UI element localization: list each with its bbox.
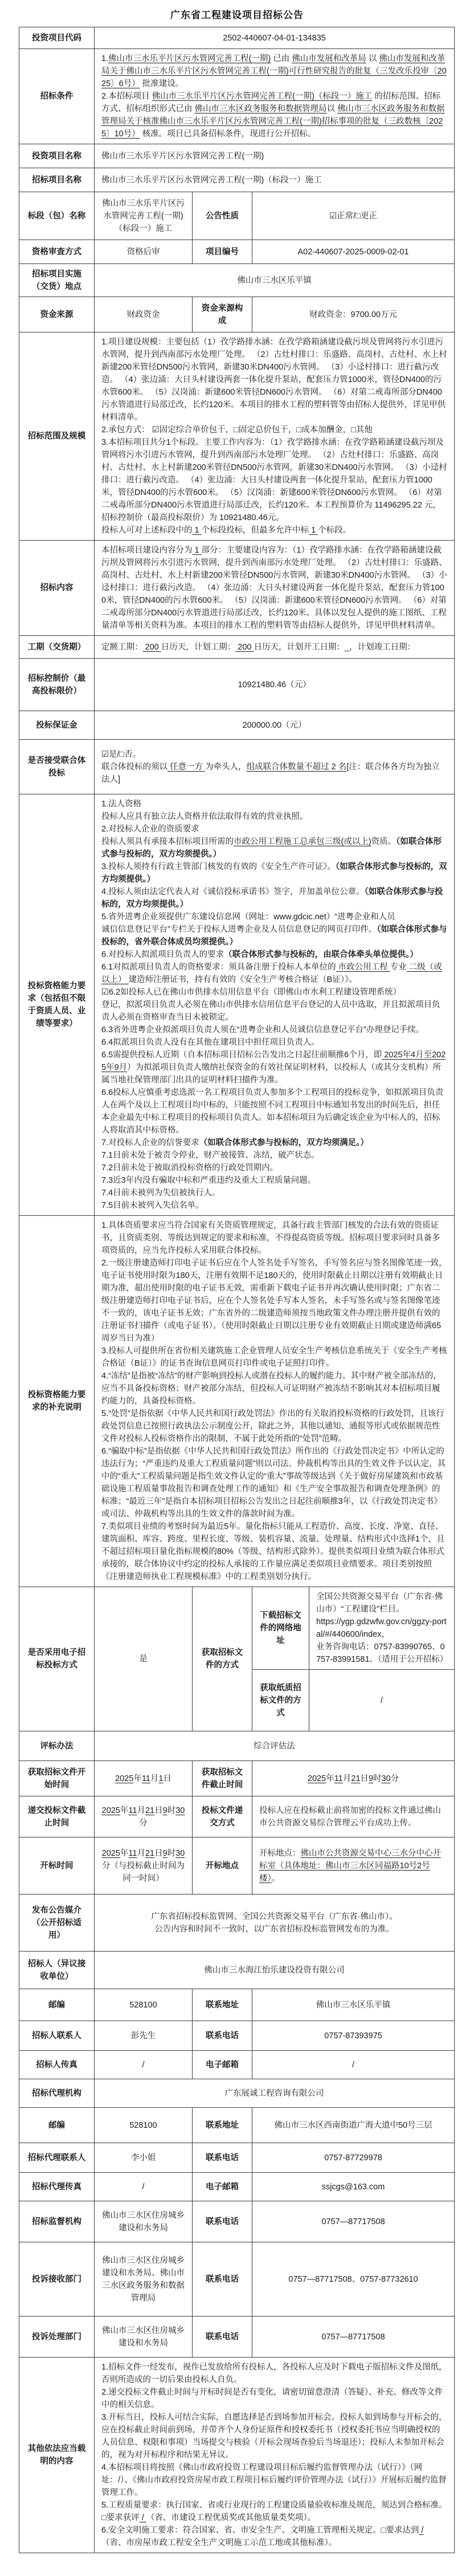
- complaint-handling-phone-value: 0757—87717508: [252, 2317, 455, 2358]
- investment-name-value: 佛山市三水乐平片区污水管网完善工程(一期): [95, 144, 455, 168]
- tenderer-fax-label: 招标人传真: [19, 2051, 95, 2079]
- agency-address-value: 佛山市三水区西南街道广海大道中50号三层: [252, 2108, 455, 2143]
- tenderer-address-label: 联系地址: [193, 1989, 252, 2021]
- qualification-supp-text: 1.具体资质要求应当符合国家有关资质管理规定，具备行政主管部门核发的合法有效的资质证书，且资质类别、等级达到规定的要求和标准，不得提高资质等级。招标项目要求同时具备多项资质的，应当允许投标人采用联合体投标。 2.一级注册建造师打印电子证书后应在个人签名处手写签名，手写签名应与签名图像笔迹一致，电子证书使用时限为180天，注册有效期不足180天的，使用时限截止日期以注册有效期截止日期为准，超出使用时限的电子证书无效，需重新下载电子证书并再次确认使用时限；广东省二级注册建造师打印电子证书后，应在个人签名处手写本人签名，未手写签名或与签名图像笔迹不一致的，该电子证书无效；广东省外的二级建造师须按当地政策文件办理注册并提供有效的注册证书扫描件（或电子证书）。（使用时限截止日期以注册专业有效期截止日期或建造师满65周岁当日为准） 3.投标人可提供所在省份相关建筑施工企业管理人员安全生产考核信息系统关于《安全生产考核合格证（B证）》的证书查询信息网页打印件或电子证照打印件。 4.“冻结”是指被“冻结”的财产影响到投标人或潜在投标人的履约能力。其中财产被全部冻结的，应当不具备投标资格；财产被部分冻结，但投标人可证明财产被冻结不影响其对本招标项目履约能力的，具备投标资格。 5.“处罚”是指依据《中华人民共和国行政处罚法》作出的有关取消投标资格的行政处罚，且该行政处罚信息已按照行政执法公示制度公开，除此之外，其他以通知、通报等形式或依据规范性文件对投标人投标资格作出的限制，不属于此处所指的“处罚”范畴。 6.“骗取中标”是指依据《中华人民共和国行政处罚法》所作出的《行政处罚决定书》中所认定的违法行为；“严重违约及重大工程质量问题”则以司法、仲裁机构等出具的生效文件予以认定，其中的“重大”工程质量问题是指生效文件认定的“重大”事故等级达到《关于做好房屋建筑和市政基础设施工程质量事故报告和调查处理工作的通知》和《生产安全事故报告和调查处理条例》的标准；“最近三年”是指自本招标项目招标公告发出之日起往前顺推3年，以《行政处罚决定书》或司法、仲裁机构等出具的生效文件的落款时间为准。 7.类似项目业绩的考察时间为最近5年。量化指标只能从工程造价、高度、长度、净宽、直径、建筑面积、库容、跨度、里程长度、等级、装机容量、流量、处理量、结构形式中选择1个，且不超过招标项目量化指标规模的80%（等级、结构形式除外）。提供类似项目业绩为联合体形式承接的，联合体协议中约定的投标人承接的工作量应满足类似项目业绩要求。项目类别按照《注册建造师执业工程规模标准》中的工程类别划分执行。: [95, 1216, 455, 1587]
- notice-nature-label: 公告性质: [193, 192, 252, 240]
- joint-venture-text: ☑是/□否。 联合体投标的须以 任意一方 为牵头人，组成联合体数量不超过 2 名[注：联合体各方均为独立法人]: [95, 740, 455, 794]
- table-row: [19, 1989, 455, 2021]
- duration-label: 工期（交货期）: [19, 636, 95, 659]
- delivery-place-value: 佛山市三水区乐平镇: [95, 264, 455, 297]
- evaluation-method-value: 综合评估法: [95, 1731, 455, 1761]
- funding-composition-label: 资金来源构成: [193, 297, 252, 332]
- complaint-receiving-phone-label: 联系电话: [193, 2242, 252, 2317]
- complaint-handling-phone-label: 联系电话: [193, 2317, 252, 2358]
- supervisor-phone-value: 0757—87717508: [252, 2201, 455, 2242]
- tenderer-phone-value: 0757-87393975: [252, 2021, 455, 2051]
- investment-code-value: 2502-440607-04-01-134835: [95, 27, 455, 49]
- table-row: [19, 332, 455, 541]
- submission-method-value: 投标人应在投标截止前将加密的投标文件通过佛山市公共资源交易综合管理云平台成功上传。: [252, 1796, 455, 1837]
- announcement-media-label: 发布公告媒介（公开招标适用）: [19, 1895, 95, 1952]
- tenderer-value: 佛山市三水海江怡乐建设投资有限公司: [95, 1952, 455, 1989]
- table-row: [19, 1731, 455, 1761]
- announcement-media-value: 广东省招标投标监管网、全国公共资源交易平台（广东省·佛山市）。 公告内容和时间不一致时，以广东省招标投标监管网发布的为准。: [95, 1895, 455, 1952]
- agency-label: 招标代理机构: [19, 2079, 95, 2108]
- agency-phone-value: 0757-87729978: [252, 2143, 455, 2173]
- tenderer-contact-value: 彭先生: [95, 2021, 193, 2051]
- supervisor-label: 招标监督机构: [19, 2201, 95, 2242]
- investment-name-label: 投资项目名称: [19, 144, 95, 168]
- section-name-label: 标段（包）名称: [19, 192, 95, 240]
- table-row: [19, 794, 455, 1216]
- table-row: [19, 2242, 455, 2317]
- table-row: [19, 541, 455, 636]
- scope-text: 1.项目建设规模：主要包括（1）孜学路排水涵：在孜学路箱涵建设截污坝及管网将污水引进污水管网，提升到西南部污水处理厂处理。 （2）古灶村排口：乐盛路、高岗村、古灶村、水上村新建200米管径DN500污水管网，新建30米DN400污水管网。 （3）小迳村排口：进行截污改造。 （4）张边涌：大日头村建设两套一体化提升泵站，配套压力管1000米，管径DN400的污水管600米。 （5）汉岗涌：新建600米管径DN600污水管网。 （6）对第二戒毒所部分DN400污水管道进行局部迁改，长约120米。本项目的排水工程的塑料管等由招标人提供外，详见甲供材料清单。 2.承包方式： ☑固定综合单价包干，□固定总价包干，□成本加酬金，□其他 3.本招标项目共分1个标段。主要工作内容为：（1）孜学路排水涵：在孜学路箱涵建设截污坝及管网将污水引进污水管网，提升到西南部污水处理厂处理。 （2）古灶村排口：乐盛路、高岗村、古灶村、水上村新建200米管径DN500污水管网，新建30米DN400污水管网。 （3）小迳村排口：进行截污改造。 （4）张边涌：大日头村建设两套一体化提升泵站，配套压力管1000米，管径DN400的污水管600米。 （5）汉岗涌：新建600米管径DN600污水管网。 （6）对第二戒毒所部分DN400污水管道进行局部迁改，长约120米。本工程预算价为 11496295.22 元，招标控制价（最高投标限价）为 10921480.46元。 投标人可对上述标段中的 1 个标段投标，但最多允许中标 1 个标段。: [95, 332, 455, 541]
- complaint-receiving-value: 佛山市三水区住房城乡建设和水务局、佛山市三水区政务服务和数据管理局: [95, 2242, 193, 2317]
- table-row: [19, 2021, 455, 2051]
- table-row: [19, 2201, 455, 2242]
- bid-deposit-label: 投标保证金: [19, 711, 95, 740]
- complaint-handling-value: 佛山市三水区住房城乡建设和水务局: [95, 2317, 193, 2358]
- agency-fax-label: 招标代理传真: [19, 2173, 95, 2201]
- investment-code-label: 投资项目代码: [19, 27, 95, 49]
- tenderer-label: 招标人（异议接收单位）: [19, 1952, 95, 1989]
- tender-project-name-value: 佛山市三水乐平片区污水管网完善工程(一期)（标段一）施工: [95, 168, 455, 192]
- qualification-review-value: 资格后审: [95, 240, 193, 264]
- other-content-label: 其他依法应当载明的内容: [19, 2358, 95, 2553]
- doc-deadline-value: 2025年11月21日9时30分: [252, 1761, 455, 1796]
- table-row: [19, 264, 455, 297]
- doc-start-time-value: 2025年11月1日: [95, 1761, 193, 1796]
- table-row: [19, 2317, 455, 2358]
- download-address-value: 全国公共资源交易平台（广东省·佛山市）“工程建设”栏目。 https://ygp.gdzwfw.gov.cn/ggzy-portal/#/440600/index， 业务咨询电话：0757-83990765、0757-83991581。（适用于公开招标）: [309, 1587, 455, 1670]
- tenderer-fax-value: /: [95, 2051, 193, 2079]
- duration-value: 定额工期： 200 日历天，计划工期： 200 日历天，计划开工日期：_，计划竣工日期：: [95, 636, 455, 659]
- table-row: [19, 27, 455, 49]
- tender-content-label: 招标内容: [19, 541, 95, 636]
- submission-deadline-value: 2025年11月21日9时30分: [95, 1796, 193, 1837]
- table-row: [19, 1952, 455, 1989]
- table-row: [19, 1587, 455, 1670]
- table-row: [19, 1216, 455, 1587]
- table-row: [19, 740, 455, 794]
- tender-project-name-label: 招标项目名称: [19, 168, 95, 192]
- submission-method-label: 投标文件递交方式: [193, 1796, 252, 1837]
- table-row: [19, 659, 455, 711]
- agency-contact-label: 招标代理联系人: [19, 2143, 95, 2173]
- control-price-label: 招标控制价（最高投标限价）: [19, 659, 95, 711]
- funding-source-value: 财政资金: [95, 297, 193, 332]
- opening-time-value: 2025年11月21日9时30分（与投标截止时间为同一时间）: [95, 1837, 193, 1895]
- tender-conditions-label: 招标条件: [19, 49, 95, 144]
- table-row: [19, 297, 455, 332]
- tenderer-phone-label: 联系电话: [193, 2021, 252, 2051]
- agency-contact-value: 李小姐: [95, 2143, 193, 2173]
- table-row: [19, 192, 455, 240]
- download-address-label: 下载招标文件的网络地址: [252, 1587, 309, 1670]
- paper-doc-method-value: /: [309, 1670, 455, 1731]
- doc-start-time-label: 获取招标文件开始时间: [19, 1761, 95, 1796]
- table-row: [19, 2079, 455, 2108]
- joint-venture-label: 是否接受联合体投标: [19, 740, 95, 794]
- section-name-value: 佛山市三水乐平片区污水管网完善工程(一期)（标段一）施工: [95, 192, 193, 240]
- table-row: [19, 711, 455, 740]
- agency-address-label: 联系地址: [193, 2108, 252, 2143]
- table-row: [19, 144, 455, 168]
- tenderer-contact-label: 招标人联系人: [19, 2021, 95, 2051]
- supervisor-phone-label: 联系电话: [193, 2201, 252, 2242]
- project-number-value: A02-440607-2025-0009-02-01: [252, 240, 455, 264]
- evaluation-method-label: 评标办法: [19, 1731, 95, 1761]
- doc-obtain-method-label: 获取招标文件的方式: [193, 1587, 252, 1731]
- paper-doc-method-label: 获取纸质招标文件的方式: [252, 1670, 309, 1731]
- qualification-req-text: 1.法人资格 投标人应具有独立法人资格并依法取得有效的营业执照。 2.对投标人企业的资质要求 投标人须具有承接本招标项目所需的市政公用工程施工总承包三级(或以上)资质。（如联合体形式参与投标的，双方均须提供。） 3.投标人须持有行政主管部门核发的有效的《安全生产许可证》。（如联合体形式参与投标的，双方均须提供。） 4.投标人须由法定代表人对《诚信投标承诺书》签字，并加盖单位公章。（如联合体形式参与投标的，双方均须提供。） 5.省外进粤企业须提供广东建设信息网（网址：www.gdcic.net）“进粤企业和人员 诚信信息登记平台”专栏关于投标人进粤企业及人员信息登记的网页打印件。（如联合体形式参与投标的，省外联合体成员均须提供。） 6.对投标人拟派项目负责人的要求（联合体形式参与投标的，由联合体牵头单位提供。） 6.1对拟派项目负责人的资格要求：须具备注册于投标人本单位的 市政公用工程 专业 二级（或以上） 建造师注册证书，持有有效的《安全生产考核合格证（B证）》。 ☑6.2如投标人已在佛山市供排水信用信息平台（即佛山市水利工程建设管理系统） 登记，拟派项目负责人必须在佛山市供排水信用信息平台登记的人员中选取，并且拟派项目负责人必须在资格审查当日未被锁定。 6.3省外进粤企业拟派项目负责人须在“进粤企业和人员诚信信息登记平台”办理登记手续。 6.4拟派项目负责人没有在其他在建项目中担任项目负责人。 6.5需提供投标人近期（自本招标项目招标公告发出之日起往前顺推6个月，即 2025年4月至2025年9月）为拟派项目负责人缴纳社保资金的有效社保证明材料，以投标人（或其分支机构）所属当地社保管理部门出具的证明材料扫描件为准。 6.6投标人应慎重考虑选派一名工程项目负责人参加多个工程项目的投标竞争，如拟派项目负责人在两个及以上工程项目均中标的，只能按照不同工程项目中标通知书发出的时间先后，担任本企业最先中标工程项目的投标项目负责人。如本招标项目为后确定该企业为中标人的，招标人将取消其中标资格。 7.对投标人企业的信誉要求（如联合体形式参与投标的，双方均须满足。） 7.1目前未处于被责令停业，财产被接管、冻结，破产状态。 7.2目前未处于被取消投标资格的行政处罚期内。 7.3近3年内没有骗取中标和严重违约及重大工程质量问题。 7.4目前未被列为失信被执行人。 7.5目前未被列入失信名单。: [95, 794, 455, 1216]
- project-number-label: 项目编号: [193, 240, 252, 264]
- tenderer-zip-value: 528100: [95, 1989, 193, 2021]
- electronic-bidding-value: 是: [95, 1587, 193, 1731]
- tender-announcement-table: [19, 27, 455, 2553]
- opening-place-label: 开标地点: [193, 1837, 252, 1895]
- table-row: [19, 240, 455, 264]
- table-row: [19, 2173, 455, 2201]
- tender-content-text: 本招标项目建设内容分为 1 部分：主要建设内容为：（1）孜学路排水涵：在孜学路箱涵建设截污坝及管网将污水引进污水管网，提升到西南部污水处理厂处理。 （2）古灶村排口：乐盛路、高岗村、古灶村、水上村新建200米管径DN500污水管网，新建30米DN400污水管网。 （3）小迳村排口：进行截污改造。 （4）张边涌：大日头村建设两套一体化提升泵站，配套压力管1000米，管径DN400的污水管600米。 （5）汉岗涌：新建600米管径DN600污水管网。 （6）对第二戒毒所部分DN400污水管道进行局部迁改，长约120米。具体以发包人提供的施工图纸、工程量清单等相关资料为准。本项目的排水工程的塑料管等由招标人提供外，详见甲供材料清单。: [95, 541, 455, 636]
- doc-deadline-label: 获取招标文件截止时间: [193, 1761, 252, 1796]
- funding-source-label: 资金来源: [19, 297, 95, 332]
- control-price-value: 10921480.46（元）: [95, 659, 455, 711]
- table-row: [19, 168, 455, 192]
- electronic-bidding-label: 是否采用电子招标投标方式: [19, 1587, 95, 1731]
- qualification-req-label: 投标资格能力要求（包括但不限于资质人员、业绩等要求）: [19, 794, 95, 1216]
- opening-time-label: 开标时间: [19, 1837, 95, 1895]
- scope-label: 招标范围及规模: [19, 332, 95, 541]
- funding-composition-value: 财政资金：9700.00万元: [252, 297, 455, 332]
- tenderer-zip-label: 邮编: [19, 1989, 95, 2021]
- table-row: [19, 2051, 455, 2079]
- table-row: [19, 1796, 455, 1837]
- table-row: [19, 2358, 455, 2553]
- complaint-receiving-label: 投诉接收部门: [19, 2242, 95, 2317]
- table-row: [19, 636, 455, 659]
- notice-nature-value: ☑正常/□更正: [252, 192, 455, 240]
- table-row: [19, 1837, 455, 1895]
- tenderer-email-label: 电子邮箱: [193, 2051, 252, 2079]
- agency-email-value: ssjcgs@163.com: [252, 2173, 455, 2201]
- bid-deposit-value: 200000.00（元）: [95, 711, 455, 740]
- agency-fax-value: /: [95, 2173, 193, 2201]
- agency-email-label: 电子邮箱: [193, 2173, 252, 2201]
- table-row: [19, 49, 455, 144]
- supervisor-value: 佛山市三水区住房城乡建设和水务局: [95, 2201, 193, 2242]
- agency-value: 广东展诚工程咨询有限公司: [95, 2079, 455, 2108]
- table-row: [19, 2108, 455, 2143]
- other-content-text: 1.招标文件一经发布，视作已发放给所有投标人，各投标人应及时下载电子版招标文件及图纸，否则所造成的一切后果由投标人自负。 2.递交投标文件截止时间与开标时间是否有变化，请密切留意澄清（答疑）、补充、修改等文件中的相关信息。 3.开标当日，投标人可结合实际，自愿选择是否到场参加开标会。投标人如到场参与开标会的，应在投标截止时间前到场，并带齐个人身份证原件和授权委托书（授权委托书应当明确授权的人员信息、权限和事项）当场提交与核验（开标会现场查验后当场退还）；投标人未参加开标会的，视为对开标程序和结果无异议。 4.本招标项目将按照《佛山市政府投资工程建设项目标后履约监督管理办法（试行）》（网址：/）、《佛山市政府投资房屋市政工程项目标后履约评价管理办法（试行）》开展标后履约监督管理工作。 5.工程质量要求：执行国家、省或行业现行的工程建设质量验收标准及规范，须达到合格标准。□要求获评 / （省、市建设工程优质奖或其他质量类奖项）。 6.安全文明施工要求：符合国家、省、市安全生产、文明施工管理相关规定。□要求达到 / （省、市房屋市政工程安全生产文明施工示范工地或其他标准）。: [95, 2358, 455, 2553]
- agency-zip-label: 邮编: [19, 2108, 95, 2143]
- complaint-receiving-phone-value: 0757—87717508、0757-87732610: [252, 2242, 455, 2317]
- complaint-handling-label: 投诉处理部门: [19, 2317, 95, 2358]
- submission-deadline-label: 递交投标文件截止时间: [19, 1796, 95, 1837]
- tenderer-address-value: 佛山市三水区乐平镇: [252, 1989, 455, 2021]
- agency-phone-label: 联系电话: [193, 2143, 252, 2173]
- tender-conditions-text: 1.佛山市三水乐平片区污水管网完善工程(一期) 已由 佛山市发展和改革局 以 佛山市发展和改革局关于佛山市三水乐平片区污水管网完善工程(一期)可行性研究报告的批复（三发改乐投审〔2025〕6号） 批准建设。 2.本招标项目 佛山市三水乐平片区污水管网完善工程(一期)（标段一）施工 的招标范围、招标方式、招标组织形式已由 佛山市三水区政务服务和数据管理局以 佛山市三水区政务服务和数据管理局关于核准佛山市三水乐平片区污水管网完善工程(一期)招标事项的批复（三政数核〔2025〕10号） 核准。项目已具备招标条件，现进行公开招标。: [95, 49, 455, 144]
- tenderer-email-value: /: [252, 2051, 455, 2079]
- delivery-place-label: 招标项目实施（交货）地点: [19, 264, 95, 297]
- page-title: 广东省工程建设项目招标公告: [170, 10, 304, 21]
- qualification-supp-label: 投标资格能力要求的补充说明: [19, 1216, 95, 1587]
- opening-place-value: 开标地点：佛山市公共资源交易中心三水分中心开标室（具体地址：佛山市三水区同福路10号2号楼）。: [252, 1837, 455, 1895]
- qualification-review-label: 资格审查方式: [19, 240, 95, 264]
- table-row: [19, 1895, 455, 1952]
- table-row: [19, 2143, 455, 2173]
- agency-zip-value: 528100: [95, 2108, 193, 2143]
- table-row: [19, 1761, 455, 1796]
